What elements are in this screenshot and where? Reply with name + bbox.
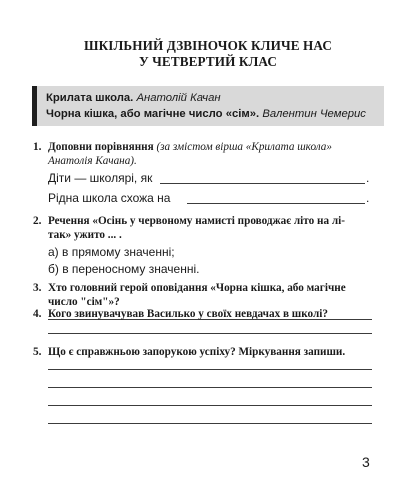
question-1-item-2: Рідна школа схожа на [48,191,171,205]
answer-line[interactable] [187,203,365,204]
question-number: 4. [33,308,42,320]
question-number: 2. [33,215,42,227]
question-5-line-1: Що є справжньою запорукою успіху? Міркування запиши. [48,346,346,358]
answer-line[interactable] [48,405,372,406]
question-1-note: (за змістом вірша «Крилата школа» [156,141,332,153]
answer-line[interactable] [48,333,372,334]
question-2-option-b: б) в переносному значенні. [48,262,200,276]
answer-line[interactable] [48,369,372,370]
answer-line[interactable] [160,183,365,184]
source-work-author: Валентин Чемерис [262,108,366,120]
question-2-option-a: а) в прямому значенні; [48,245,175,259]
question-number: 5. [33,346,42,358]
page-title-line-1: ШКІЛЬНИЙ ДЗВІНОЧОК КЛИЧЕ НАС [84,38,332,53]
answer-period: . [366,171,370,185]
answer-period: . [366,191,370,205]
question-2-line-2: так» ужито ... . [48,229,122,241]
source-work-title: Чорна кішка, або магічне число «сім». [46,108,260,120]
question-4-line-1: Кого звинувачував Василько у своїх невдачах в школі? [48,308,328,320]
page-number: 3 [362,454,370,470]
source-box-accent-bar [32,86,37,126]
question-2-line-1: Речення «Осінь у червоному намисті проводжає літо на лі- [48,215,345,227]
question-1-line-1 [48,140,332,154]
source-line-1 [46,91,221,105]
answer-line[interactable] [48,387,372,388]
source-work-title: Крилата школа. [46,92,134,104]
source-box [32,86,384,126]
answer-line[interactable] [48,423,372,424]
question-1-item-1: Діти — школярі, як [48,171,153,185]
question-3-line-1: Хто головний герой оповідання «Чорна кішка, або магічне [48,282,346,294]
question-1-line-2 [48,154,137,168]
question-1-prompt: Доповни порівняння [48,141,154,153]
question-number: 3. [33,282,42,294]
question-3-line-2: число "сім"»? [48,296,120,308]
question-number: 1. [33,141,42,153]
question-1-note-cont: Анатолія Качана). [48,155,137,167]
page-title-line-2: У ЧЕТВЕРТИЙ КЛАС [138,54,278,69]
source-work-author: Анатолій Качан [136,92,221,104]
page-title [0,38,416,70]
source-line-2 [46,107,366,121]
